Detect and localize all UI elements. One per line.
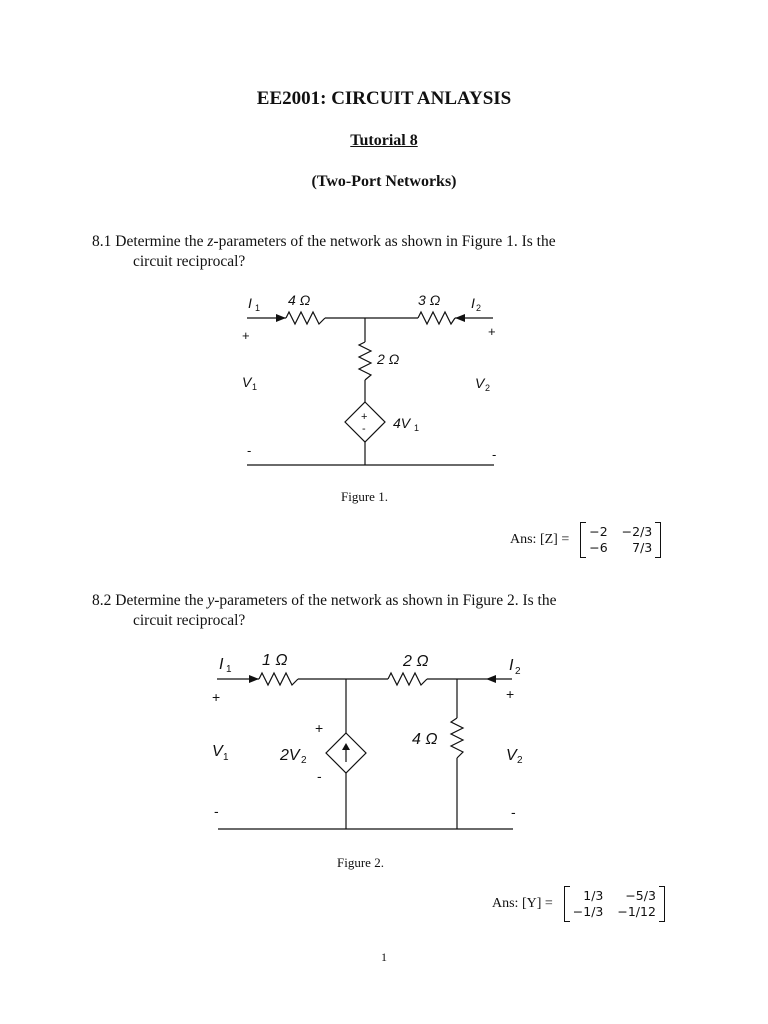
fig1-minus-left: - [247,443,252,458]
fig1-plus-right: + [488,324,496,339]
question-text-c: circuit reciprocal? [133,612,246,629]
fig1-i2-label: I [471,295,475,311]
fig2-r2-label: 2 Ω [403,653,429,670]
answer-8-2 [492,886,665,922]
matrix-cell: −1/3 [572,904,604,919]
fig2-source-subscript: 2 [301,755,307,766]
fig1-i1-subscript: 1 [255,303,261,313]
z-matrix [580,522,661,558]
matrix-cell: 7/3 [632,540,653,555]
fig1-source-subscript: 1 [414,423,420,433]
fig1-i1-label: I [248,295,252,311]
matrix-right-bracket [655,522,661,558]
fig1-i2-subscript: 2 [476,303,482,313]
question-number: 8.1 [92,233,112,250]
fig1-source-minus: - [362,423,366,435]
fig2-plus-right: + [506,686,515,702]
parameter-symbol: y [207,592,215,609]
answer-label: Ans: [Y] = [492,896,553,911]
matrix-cell: −6 [589,540,608,555]
fig1-r3-label: 2 Ω [377,351,400,367]
parameter-symbol: z [207,233,214,250]
fig2-r1-label: 1 Ω [262,652,288,669]
fig2-v2-label: V [506,747,517,764]
question-text-a: Determine the [111,233,208,250]
question-text-a: Determine the [111,592,208,609]
fig2-source-minus: - [317,768,322,784]
answer-label: Ans: [Z] = [510,532,570,547]
fig2-i2-label: I [509,657,514,674]
topic-heading: (Two-Port Networks) [311,173,457,190]
figure-2-caption: Figure 2. [337,855,384,870]
question-number: 8.2 [92,592,112,609]
answer-8-1 [510,522,661,558]
fig1-r1-label: 4 Ω [288,292,311,308]
question-8-2 [92,591,678,631]
fig2-v1-label: V [212,743,223,760]
fig2-v1-subscript: 1 [223,752,229,763]
page-number: 1 [381,950,387,964]
fig2-plus-left: + [212,689,221,705]
fig1-v2-subscript: 2 [485,383,491,393]
matrix-cell: −1/12 [617,904,656,919]
fig1-plus-left: + [242,328,250,343]
document-title: EE2001: CIRCUIT ANLAYSIS [256,88,512,109]
fig2-minus-right: - [511,804,516,820]
fig2-minus-left: - [214,803,219,819]
fig1-v2-label: V [475,375,485,391]
fig2-source-label: 2V [280,747,300,764]
question-text-c: circuit reciprocal? [133,253,246,270]
fig1-v1-label: V [242,374,252,390]
fig2-v2-subscript: 2 [517,755,523,766]
fig1-source-label: 4V [393,415,411,431]
tutorial-heading: Tutorial 8 [350,132,418,149]
matrix-cell: −2/3 [621,524,653,539]
fig1-minus-right: - [492,447,497,462]
question-text-b: -parameters of the network as shown in Figure 2. Is the [214,592,557,609]
y-matrix [564,886,665,922]
matrix-cell: 1/3 [583,888,604,903]
fig2-i1-subscript: 1 [226,664,232,675]
fig2-i2-subscript: 2 [515,666,521,677]
fig2-i1-label: I [219,656,224,673]
question-text-b: -parameters of the network as shown in Figure 1. Is the [213,233,556,250]
fig1-r2-label: 3 Ω [418,292,441,308]
fig1-v1-subscript: 1 [252,382,258,392]
matrix-right-bracket [659,886,665,922]
fig2-r3-label: 4 Ω [412,731,438,748]
matrix-cell: −2 [589,524,608,539]
fig1-source-plus: + [361,411,368,423]
matrix-cell: −5/3 [625,888,656,903]
fig2-source-plus: + [315,720,324,736]
figure-1-caption: Figure 1. [341,489,388,504]
